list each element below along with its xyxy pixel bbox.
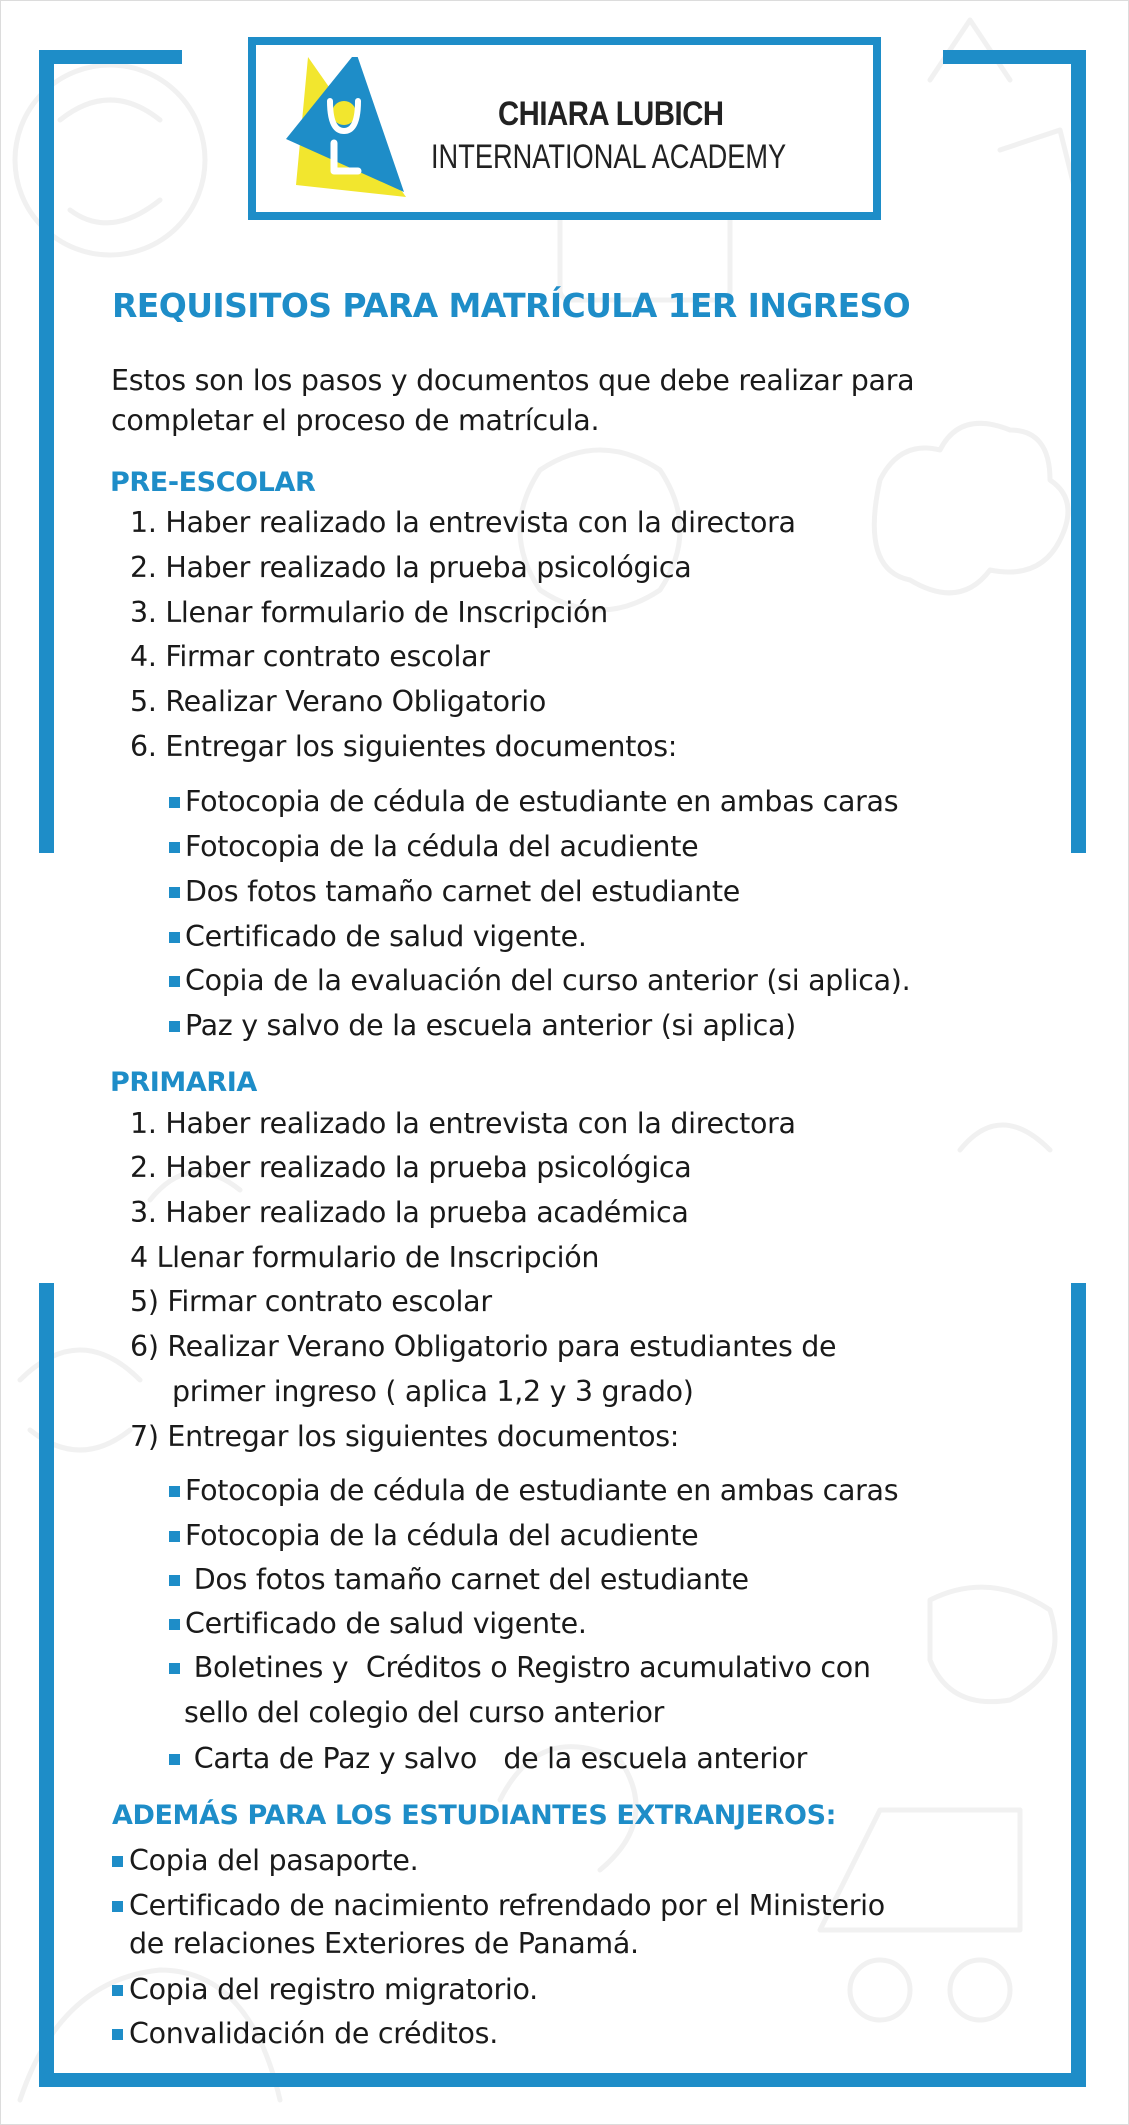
- section-heading-primaria: PRIMARIA: [110, 1067, 257, 1098]
- preescolar-document: Fotocopia de cédula de estudiante en ambas caras: [185, 785, 899, 818]
- frame-right-upper-line: [1071, 50, 1086, 853]
- preescolar-document: Certificado de salud vigente.: [185, 920, 587, 953]
- preescolar-document: Paz y salvo de la escuela anterior (si aplica): [185, 1009, 797, 1042]
- frame-top-left-bar: [39, 50, 182, 64]
- extranjeros-item-continuation: de relaciones Exteriores de Panamá.: [129, 1927, 639, 1960]
- extranjeros-item: Certificado de nacimiento refrendado por el Ministerio: [129, 1889, 885, 1922]
- logo-name-line2: INTERNATIONAL ACADEMY: [431, 138, 787, 176]
- bullet-square-icon: [112, 2029, 123, 2040]
- preescolar-step: 1. Haber realizado la entrevista con la directora: [130, 506, 796, 539]
- preescolar-step: 6. Entregar los siguientes documentos:: [130, 730, 678, 763]
- preescolar-document: Dos fotos tamaño carnet del estudiante: [185, 875, 740, 908]
- bullet-square-icon: [169, 797, 180, 808]
- preescolar-document: Fotocopia de la cédula del acudiente: [185, 830, 699, 863]
- bullet-square-icon: [169, 1619, 180, 1630]
- page-title: REQUISITOS PARA MATRÍCULA 1ER INGRESO: [112, 286, 911, 325]
- primaria-document: Fotocopia de cédula de estudiante en ambas caras: [185, 1474, 899, 1507]
- bullet-square-icon: [169, 1575, 180, 1586]
- frame-right-lower-line: [1071, 1283, 1086, 2087]
- preescolar-step: 2. Haber realizado la prueba psicológica: [130, 551, 692, 584]
- preescolar-step: 4. Firmar contrato escolar: [130, 640, 490, 673]
- primaria-document-continuation: sello del colegio del curso anterior: [184, 1696, 665, 1729]
- primaria-document: Dos fotos tamaño carnet del estudiante: [185, 1563, 749, 1596]
- bullet-square-icon: [169, 1021, 180, 1032]
- bullet-square-icon: [169, 932, 180, 943]
- section-heading-extranjeros: ADEMÁS PARA LOS ESTUDIANTES EXTRANJEROS:: [112, 1800, 837, 1831]
- triangle-figure-logo-icon: [286, 57, 426, 207]
- primaria-step: 7) Entregar los siguientes documentos:: [130, 1420, 680, 1453]
- primaria-step: 1. Haber realizado la entrevista con la directora: [130, 1107, 796, 1140]
- logo-name-line1: CHIARA LUBICH: [498, 95, 724, 133]
- extranjeros-item: Convalidación de créditos.: [129, 2017, 498, 2050]
- bullet-square-icon: [169, 887, 180, 898]
- preescolar-step: 3. Llenar formulario de Inscripción: [130, 596, 608, 629]
- extranjeros-item: Copia del pasaporte.: [129, 1844, 419, 1877]
- primaria-step: 3. Haber realizado la prueba académica: [130, 1196, 689, 1229]
- bullet-square-icon: [112, 1856, 123, 1867]
- primaria-step: 2. Haber realizado la prueba psicológica: [130, 1151, 692, 1184]
- primaria-document: Fotocopia de la cédula del acudiente: [185, 1519, 699, 1552]
- primaria-step: 6) Realizar Verano Obligatorio para estudiantes de: [130, 1330, 837, 1363]
- primaria-step-continuation: primer ingreso ( aplica 1,2 y 3 grado): [172, 1375, 694, 1408]
- logo-box: [248, 37, 881, 220]
- frame-left-upper-line: [39, 50, 54, 853]
- primaria-step: 4 Llenar formulario de Inscripción: [130, 1241, 600, 1274]
- primaria-document: Certificado de salud vigente.: [185, 1607, 587, 1640]
- preescolar-document: Copia de la evaluación del curso anterior (si aplica).: [185, 964, 911, 997]
- bullet-square-icon: [169, 1486, 180, 1497]
- preescolar-step: 5. Realizar Verano Obligatorio: [130, 685, 546, 718]
- extranjeros-item: Copia del registro migratorio.: [129, 1973, 538, 2006]
- bullet-square-icon: [112, 1985, 123, 1996]
- bullet-square-icon: [112, 1901, 123, 1912]
- bullet-square-icon: [169, 1531, 180, 1542]
- primaria-document: Carta de Paz y salvo de la escuela anterior: [185, 1742, 807, 1775]
- frame-bottom-bar: [39, 2073, 1086, 2087]
- section-heading-preescolar: PRE-ESCOLAR: [110, 467, 316, 498]
- bullet-square-icon: [169, 976, 180, 987]
- intro-line: completar el proceso de matrícula.: [111, 404, 600, 437]
- frame-left-lower-line: [39, 1283, 54, 2087]
- primaria-document: Boletines y Créditos o Registro acumulativo con: [185, 1651, 871, 1684]
- intro-line: Estos son los pasos y documentos que debe realizar para: [111, 364, 915, 397]
- bullet-square-icon: [169, 1663, 180, 1674]
- frame-top-right-bar: [943, 50, 1086, 64]
- primaria-step: 5) Firmar contrato escolar: [130, 1285, 492, 1318]
- bullet-square-icon: [169, 1754, 180, 1765]
- bullet-square-icon: [169, 842, 180, 853]
